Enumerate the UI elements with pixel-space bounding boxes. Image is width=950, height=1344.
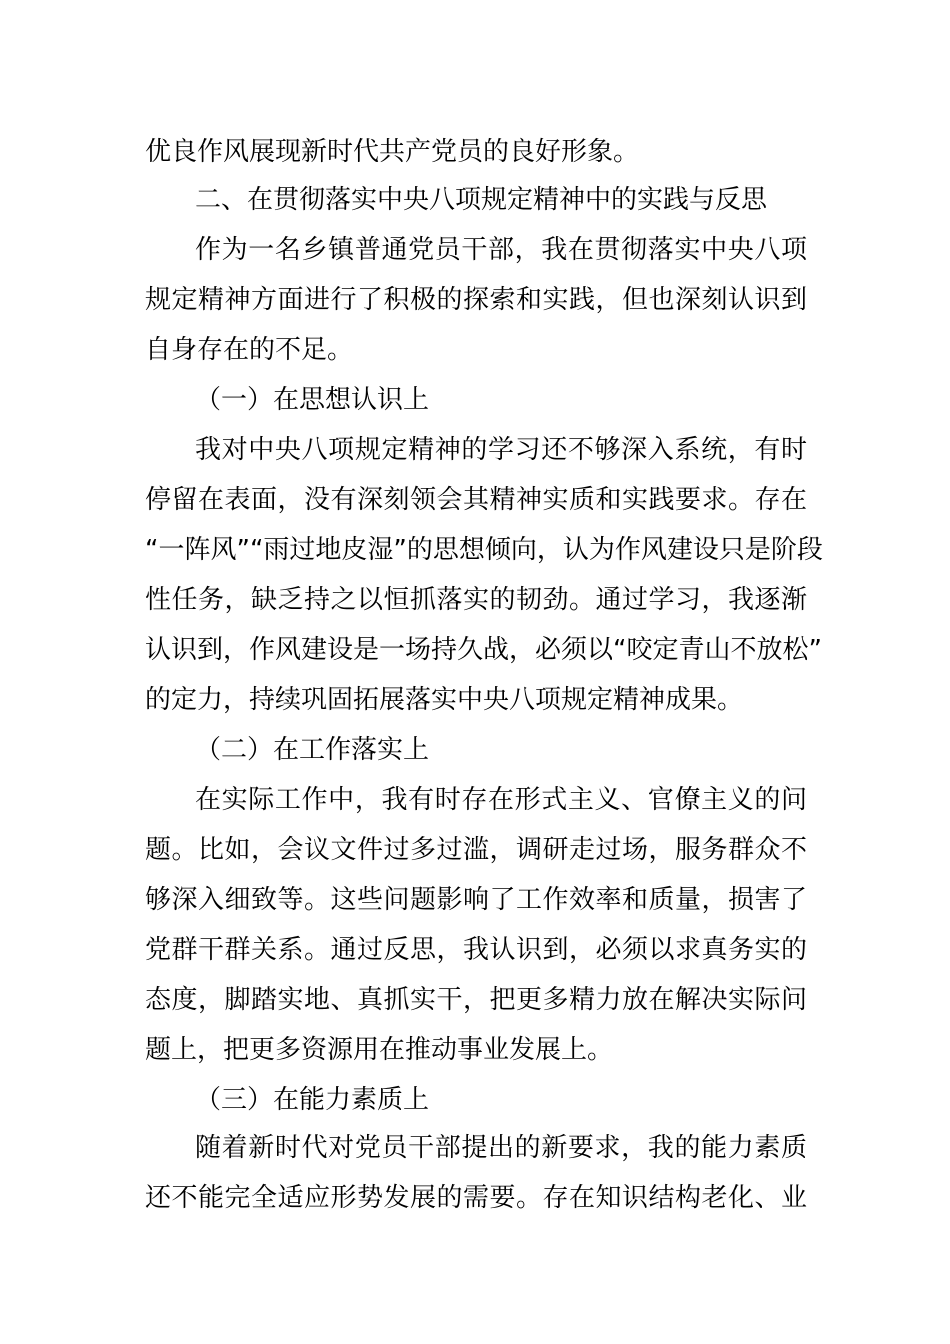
subsection-heading: （一）在思想认识上 <box>195 385 430 415</box>
paragraph-line: 停留在表面，没有深刻领会其精神实质和实践要求。存在 <box>145 485 807 515</box>
paragraph-line: 我对中央八项规定精神的学习还不够深入系统，有时 <box>195 435 807 465</box>
paragraph-line: 题。比如，会议文件过多过滥，调研走过场，服务群众不 <box>145 835 807 865</box>
subsection-heading: （二）在工作落实上 <box>195 735 430 765</box>
paragraph-line: “一阵风”“雨过地皮湿”的思想倾向，认为作风建设只是阶段 <box>145 535 823 565</box>
paragraph-line: 随着新时代对党员干部提出的新要求，我的能力素质 <box>195 1133 807 1163</box>
subsection-heading: （三）在能力素质上 <box>195 1085 430 1115</box>
paragraph-line: 题上，把更多资源用在推动事业发展上。 <box>145 1035 614 1065</box>
paragraph-line: 认识到，作风建设是一场持久战，必须以“咬定青山不放松” <box>145 635 822 665</box>
paragraph-line: 在实际工作中，我有时存在形式主义、官僚主义的问 <box>195 785 807 815</box>
paragraph-line: 的定力，持续巩固拓展落实中央八项规定精神成果。 <box>145 685 744 715</box>
paragraph-line: 作为一名乡镇普通党员干部，我在贯彻落实中央八项 <box>195 235 807 265</box>
paragraph-line: 优良作风展现新时代共产党员的良好形象。 <box>145 137 640 167</box>
section-heading: 二、在贯彻落实中央八项规定精神中的实践与反思 <box>195 185 768 215</box>
paragraph-line: 态度，脚踏实地、真抓实干，把更多精力放在解决实际问 <box>145 985 807 1015</box>
paragraph-line: 规定精神方面进行了积极的探索和实践，但也深刻认识到 <box>145 285 807 315</box>
paragraph-line: 党群干群关系。通过反思，我认识到，必须以求真务实的 <box>145 935 807 965</box>
paragraph-line: 够深入细致等。这些问题影响了工作效率和质量，损害了 <box>145 885 807 915</box>
paragraph-line: 自身存在的不足。 <box>145 335 354 365</box>
paragraph-line: 还不能完全适应形势发展的需要。存在知识结构老化、业 <box>145 1183 807 1213</box>
paragraph-line: 性任务，缺乏持之以恒抓落实的韧劲。通过学习，我逐渐 <box>145 585 807 615</box>
